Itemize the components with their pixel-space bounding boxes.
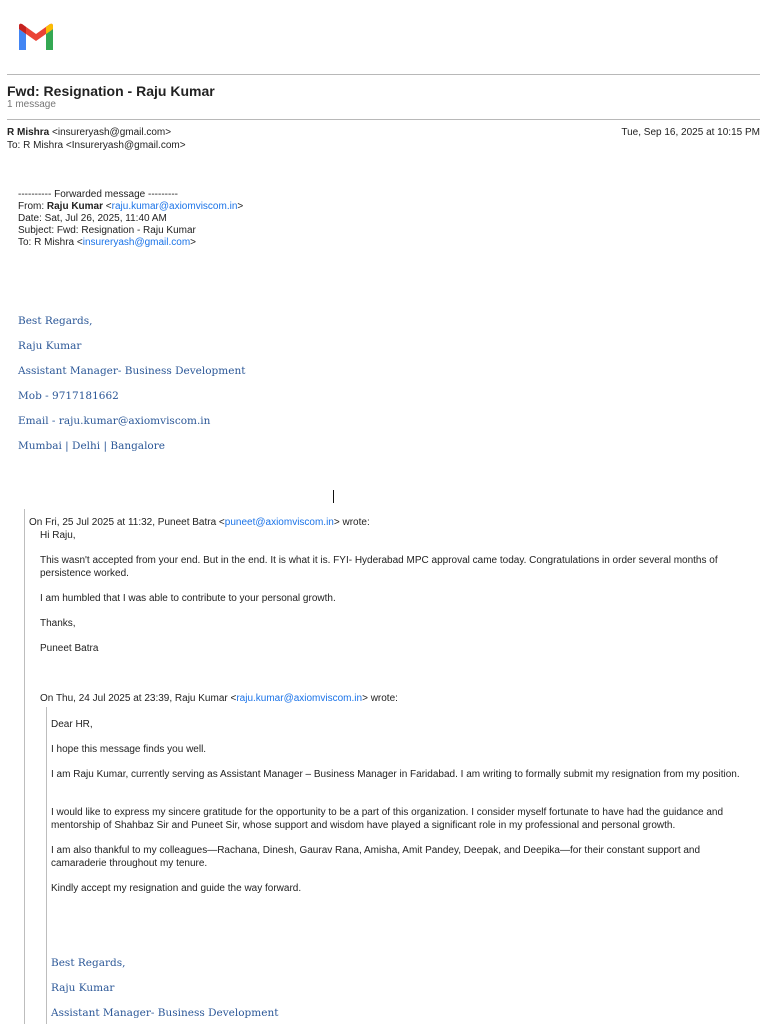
email-subject: Fwd: Resignation - Raju Kumar	[7, 83, 215, 99]
quote-bar-level-2	[46, 707, 47, 1024]
message-count: 1 message	[7, 99, 56, 110]
forwarded-date: Date: Sat, Jul 26, 2025, 11:40 AM	[18, 213, 167, 224]
quote1-email-link[interactable]: puneet@axiomviscom.in	[224, 517, 334, 528]
quote2-paragraph-1: I hope this message finds you well.	[51, 744, 207, 755]
signature-mobile: Mob - 9717181662	[18, 390, 119, 402]
sender-name: R Mishra	[7, 127, 50, 138]
signature-cities: Mumbai | Delhi | Bangalore	[18, 440, 165, 452]
quote2-email-link[interactable]: raju.kumar@axiomviscom.in	[236, 693, 363, 704]
quote-bar-level-1	[24, 509, 25, 1024]
quote2-paragraph-2: I am Raju Kumar, currently serving as Assistant Manager – Business Manager in Faridabad. I am writing to formally submit my resignation from my position.	[51, 769, 740, 780]
sender-email[interactable]: <insureryash@gmail.com>	[52, 127, 172, 138]
text-cursor	[333, 490, 334, 503]
quote2-signature-name: Raju Kumar	[51, 982, 115, 994]
quote1-paragraph-1: This wasn't accepted from your end. But in the end. It is what it is. FYI- Hyderabad MPC approval came today. Congratulations in order several months of persistence worked.	[40, 555, 718, 579]
quote2-paragraph-5: Kindly accept my resignation and guide the way forward.	[51, 883, 302, 894]
forwarded-from-email-link[interactable]: raju.kumar@axiomviscom.in	[111, 201, 238, 212]
quote1-greeting: Hi Raju,	[40, 530, 76, 541]
quote1-paragraph-2: I am humbled that I was able to contribute to your personal growth.	[40, 593, 336, 604]
forwarded-from: From: Raju Kumar <raju.kumar@axiomviscom.in>	[18, 201, 244, 212]
forwarded-subject: Subject: Fwd: Resignation - Raju Kumar	[18, 225, 196, 236]
quote2-paragraph-3: I would like to express my sincere gratitude for the opportunity to be a part of this organization. I consider myself fortunate to have had the guidance and mentorship of Shahbaz Sir and Puneet Sir, whose support and wisdom have played a significant role in my professional and personal growth.	[51, 807, 724, 831]
quote2-signature-title: Assistant Manager- Business Development	[51, 1007, 279, 1019]
signature-title: Assistant Manager- Business Development	[18, 365, 246, 377]
quote2-greeting: Dear HR,	[51, 719, 93, 730]
signature-name: Raju Kumar	[18, 340, 82, 352]
forwarded-to: To: R Mishra <insureryash@gmail.com>	[18, 237, 197, 248]
quote2-header: On Thu, 24 Jul 2025 at 23:39, Raju Kumar <raju.kumar@axiomviscom.in> wrote:	[40, 693, 398, 704]
quote1-thanks: Thanks,	[40, 618, 76, 629]
quote2-paragraph-4: I am also thankful to my colleagues—Rachana, Dinesh, Gaurav Rana, Amisha, Amit Pandey, Deepak, and Deepika—for their constant support and camaraderie throughout my tenure.	[51, 845, 701, 869]
signature-email: Email - raju.kumar@axiomviscom.in	[18, 415, 211, 427]
forwarded-separator: ---------- Forwarded message ---------	[18, 189, 178, 200]
quote1-header: On Fri, 25 Jul 2025 at 11:32, Puneet Batra <puneet@axiomviscom.in> wrote:	[29, 517, 370, 528]
quote1-name: Puneet Batra	[40, 643, 99, 654]
forwarded-to-email-link[interactable]: insureryash@gmail.com	[82, 237, 191, 248]
signature-regards: Best Regards,	[18, 315, 93, 327]
sent-date: Tue, Sep 16, 2025 at 10:15 PM	[621, 127, 760, 138]
signature-block	[18, 0, 418, 1024]
forwarded-from-name: Raju Kumar	[46, 201, 104, 212]
recipient-line: To: R Mishra <Insureryash@gmail.com>	[7, 140, 186, 151]
quote2-signature-regards: Best Regards,	[51, 957, 126, 969]
